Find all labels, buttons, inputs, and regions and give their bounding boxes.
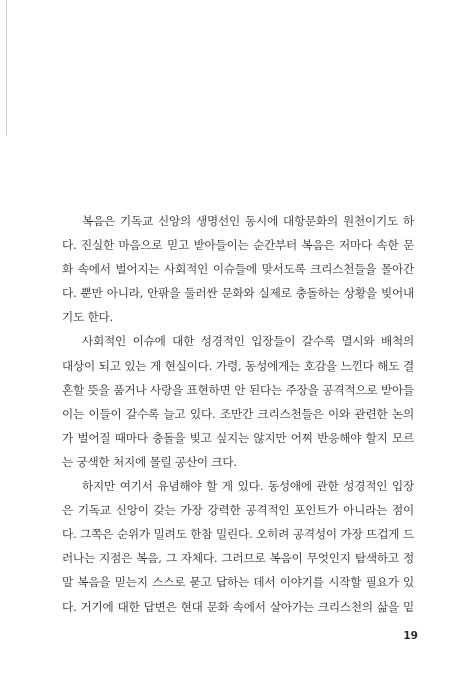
text-line: 대상이 되고 있는 게 현실이다. 가령, 동성에게는 호감을 느낀다 해도 결 [62,358,414,373]
body-text [62,209,414,619]
text-line: 사회적인 이슈에 대한 성경적인 입장들이 갈수록 멸시와 배척의 [82,334,414,349]
page-edge-line [6,0,7,136]
text-line: 러나는 지점은 복음, 그 자체다. 그러므로 복음이 무엇인지 탐색하고 정 [62,551,414,566]
text-line: 다. 그쪽은 순위가 밀려도 한참 밀린다. 오히려 공격성이 가장 뜨겁게 드 [62,527,414,542]
text-line: 말 복음을 믿는지 스스로 묻고 답하는 데서 이야기를 시작할 필요가 있 [62,575,414,590]
text-line: 기도 한다. [62,310,113,325]
text-line: 복음은 기독교 신앙의 생명선인 동시에 대항문화의 원천이기도 하 [82,214,414,228]
page-number: 19 [403,630,418,642]
text-line: 다. 진실한 마음으로 믿고 받아들이는 순간부터 복음은 저마다 속한 문 [62,238,414,253]
text-line: 혼할 뜻을 품거나 사랑을 표현하면 안 된다는 주장을 공격적으로 받아들 [62,382,414,397]
text-line: 화 속에서 벌어지는 사회적인 이슈들에 맞서도록 크리스천들을 몰아간 [62,262,414,277]
text-line: 이는 이들이 갈수록 늘고 있다. 조만간 크리스천들은 이와 관련한 논의 [62,406,414,421]
text-line: 하지만 여기서 유념해야 할 게 있다. 동성애에 관한 성경적인 입장 [82,479,414,494]
text-line: 은 기독교 신앙이 갖는 가장 강력한 공격적인 포인트가 아니라는 점이 [62,503,414,518]
text-line: 다. 거기에 대한 답변은 현대 문화 속에서 살아가는 크리스천의 삶을 밑 [62,599,414,614]
text-line: 가 벌어질 때마다 충돌을 빚고 싶지는 않지만 어찌 반응해야 할지 모르 [62,430,414,445]
text-line: 는 궁색한 처지에 몰릴 공산이 크다. [62,454,237,469]
text-line: 다. 뿐만 아니라, 안팎을 둘러싼 문화와 실제로 충돌하는 상황을 빚어내 [62,286,414,301]
